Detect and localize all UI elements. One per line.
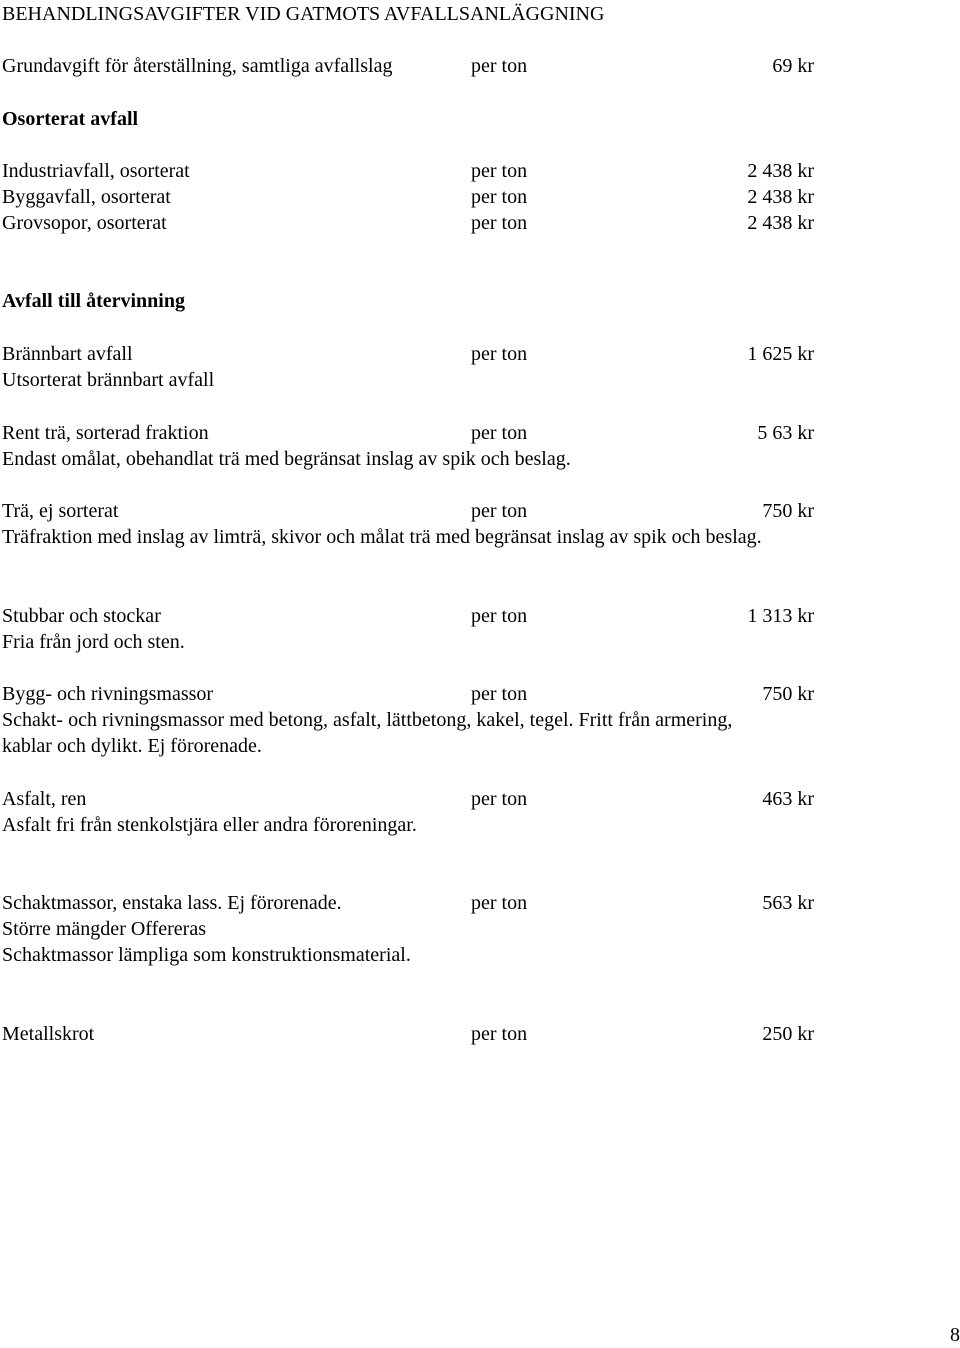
page-number: 8 bbox=[950, 1324, 960, 1346]
item-unit: per ton bbox=[471, 343, 528, 365]
item-note: Fria från jord och sten. bbox=[2, 631, 185, 653]
item-price: 1 313 kr bbox=[747, 605, 814, 627]
item-unit: per ton bbox=[471, 1023, 528, 1045]
item-unit: per ton bbox=[471, 605, 528, 627]
item-note: Schakt- och rivningsmassor med betong, asfalt, lättbetong, kakel, tegel. Fritt från armering, bbox=[2, 709, 733, 731]
item-unit: per ton bbox=[471, 788, 528, 810]
item-price: 5 63 kr bbox=[757, 422, 814, 444]
row-price: 2 438 kr bbox=[747, 186, 814, 208]
item-unit: per ton bbox=[471, 500, 528, 522]
section-heading-unsorted: Osorterat avfall bbox=[2, 108, 139, 130]
item-price: 250 kr bbox=[762, 1023, 814, 1045]
item-price: 750 kr bbox=[762, 500, 814, 522]
item-price: 563 kr bbox=[762, 892, 814, 914]
item-price: 750 kr bbox=[762, 683, 814, 705]
item-price: 1 625 kr bbox=[747, 343, 814, 365]
item-label: Asfalt, ren bbox=[2, 788, 87, 810]
item-label: Stubbar och stockar bbox=[2, 605, 161, 627]
item-label: Brännbart avfall bbox=[2, 343, 133, 365]
row-unit: per ton bbox=[471, 186, 528, 208]
item-note: Endast omålat, obehandlat trä med begränsat inslag av spik och beslag. bbox=[2, 448, 571, 470]
item-note: kablar och dylikt. Ej förorenade. bbox=[2, 735, 262, 757]
item-note: Schaktmassor lämpliga som konstruktionsmaterial. bbox=[2, 944, 411, 966]
item-label: Bygg- och rivningsmassor bbox=[2, 683, 214, 705]
row-label: Industriavfall, osorterat bbox=[2, 160, 190, 182]
base-fee-label: Grundavgift för återställning, samtliga avfallslag bbox=[2, 55, 393, 77]
item-label: Schaktmassor, enstaka lass. Ej förorenade. bbox=[2, 892, 342, 914]
item-price: 463 kr bbox=[762, 788, 814, 810]
item-note: Utsorterat brännbart avfall bbox=[2, 369, 215, 391]
item-unit: per ton bbox=[471, 892, 528, 914]
item-unit: per ton bbox=[471, 683, 528, 705]
row-unit: per ton bbox=[471, 160, 528, 182]
item-label: Trä, ej sorterat bbox=[2, 500, 119, 522]
section-heading-recycling: Avfall till återvinning bbox=[2, 290, 185, 312]
row-label: Byggavfall, osorterat bbox=[2, 186, 171, 208]
row-unit: per ton bbox=[471, 212, 528, 234]
item-label: Rent trä, sorterad fraktion bbox=[2, 422, 209, 444]
base-fee-unit: per ton bbox=[471, 55, 528, 77]
item-unit: per ton bbox=[471, 422, 528, 444]
row-label: Grovsopor, osorterat bbox=[2, 212, 167, 234]
item-note: Träfraktion med inslag av limträ, skivor och målat trä med begränsat inslag av spik och beslag. bbox=[2, 526, 762, 548]
row-price: 2 438 kr bbox=[747, 160, 814, 182]
page-title: BEHANDLINGSAVGIFTER VID GATMOTS AVFALLSANLÄGGNING bbox=[2, 3, 605, 25]
item-note: Asfalt fri från stenkolstjära eller andra föroreningar. bbox=[2, 814, 417, 836]
row-price: 2 438 kr bbox=[747, 212, 814, 234]
item-label: Metallskrot bbox=[2, 1023, 95, 1045]
base-fee-price: 69 kr bbox=[772, 55, 814, 77]
item-note: Större mängder Offereras bbox=[2, 918, 206, 940]
